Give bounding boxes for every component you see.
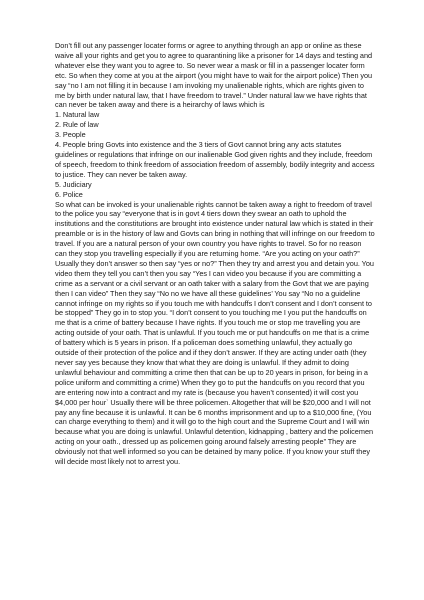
list-item: 1. Natural law <box>55 110 100 120</box>
list-item: 6. Police <box>55 189 83 199</box>
law-hierarchy-list <box>55 110 375 199</box>
list-item: 4. People bring Govts into existence and the 3 tiers of Govt cannot bring any acts statutes guidelines or regulations that infringe on our inalienable God given rights and they include, freedom of speech, freedom to think freedom of association freedom of assembly, bodily integrity and access to justice. They can never be taken away. <box>55 140 375 179</box>
intro-paragraph: Don’t fill out any passenger locater forms or agree to anything through an app or online as these waive all your rights and get you to agree to quarantining like a prisoner for 14 days and testing and whatever else they want you to agree to. So never wear a mask or fill in a passenger locater form etc. So when they come at you at the airport (you might have to wait for the airport police) Then you say “no I am not filling it in because I am invoking my unalienable rights, which are rights given to me by birth under natural law, that I have freedom to travel.” Under natural law we have rights that can never be taken away and there is a heirarchy of laws which is <box>55 41 373 110</box>
list-item: 2. Rule of law <box>55 120 99 130</box>
list-item: 5. Judiciary <box>55 179 92 189</box>
document-body <box>55 41 375 467</box>
list-item: 3. People <box>55 130 86 140</box>
body-paragraph: So what can be invoked is your unalienable rights cannot be taken away a right to freedom of travel to the police you say “everyone that is in govt 4 tiers down they swear an oath to uphold the institutions and the constitutions are brought into existence under natural law which is stated in their preamble or is in the history of law and Govts can bring in nothing that will infringe on our freedom to travel. If you are a natural person of your own country you have rights to travel. So for no reason can they stop you travelling especially if you are returning home. “Are you acting on your oath?” Usually they don’t answer so then say “yes or no?” Then they try and arrest you and detain you. You video them they tell you can’t then you say “Yes I can video you because if you are committing a crime as a servant or a civil servant or an oath taker with a salary from the Govt that we are paying then I can video” Then they say “No no we have all these guidelines’ You say “No no a guideline cannot infringe on my rights so if you touch me with handcuffs I don’t consent and I don’t consent to be stopped” They go in to stop you. “I don’t consent to you touching me I you put the handcuffs on me that is a crime of battery because I have rights. If you touch me or stop me travelling you are acting outside of your oath. That is unlawful. If you touch me or put handcuffs on me that is a crime of battery which is 5 years in prison. If a policeman does something unlawful, they actually go outside of their protection of the police and if they don’t answer. If they are acting under oath (they never say yes because they know that what they are doing is unlawful. If they admit to doing unlawful behaviour and committing a crime then that can be up to 20 years in prison, for being in a police uniform and committing a crime) When they go to put the handcuffs on you record that you are entering now into a contract and my rate is (because you haven’t consented) it will cost you $4,000 per hour` Usually there will be three policemen. Altogether that will be $20,000 and I will not pay any fine because it is unlawful. It can be 6 months imprisonment and up to a $10,000 fine, (You can charge everything to them) and it will go to the high court and the Supreme Court and I will win because what you are doing is unlawful. Unlawful detention, kidnapping , battery and the policemen acting on your oath., dressed up as policemen going around falsely arresting people” They are obviously not that well informed so you can be detained by many police. If you know your stuff they will decide most likely not to arrest you. <box>55 199 375 467</box>
